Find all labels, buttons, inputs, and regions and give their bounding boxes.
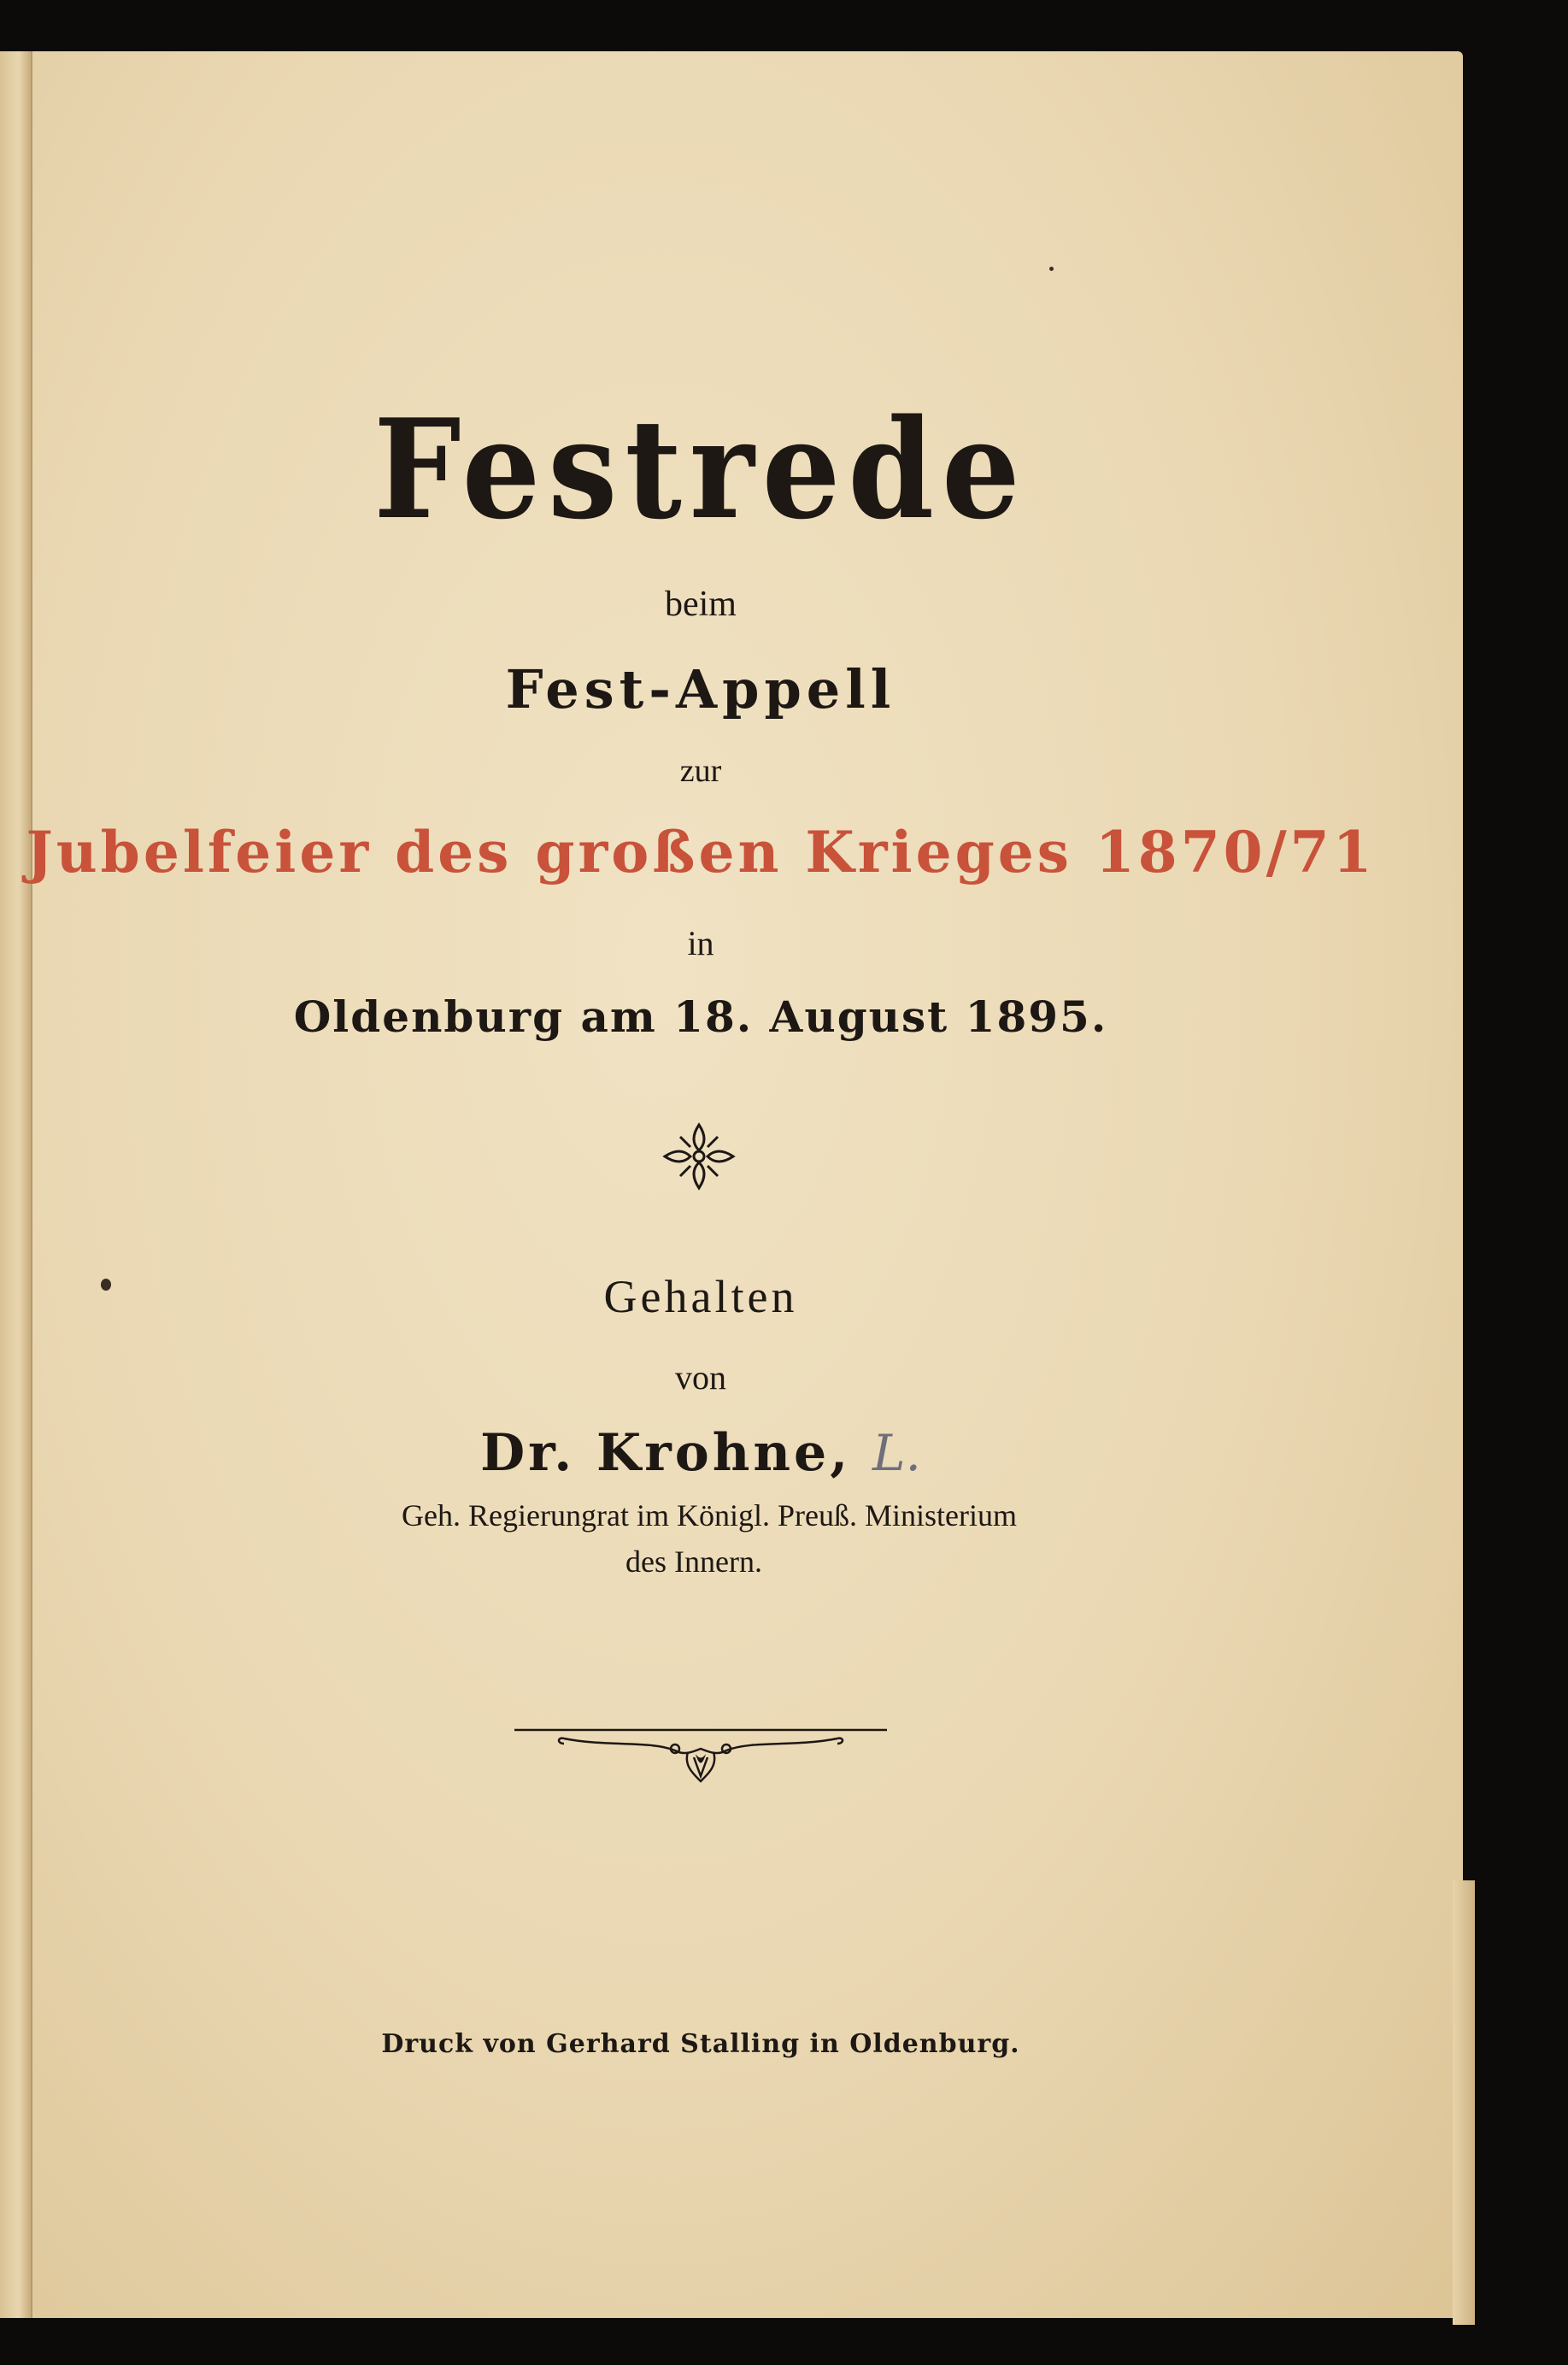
handwritten-initial: L. — [872, 1424, 921, 1482]
author-position: Geh. Regierungrat im Königl. Preuß. Ministerium — [402, 1498, 1017, 1533]
preposition-von: von — [675, 1358, 726, 1397]
delivered-label: Gehalten — [603, 1271, 798, 1322]
page-edge — [1453, 1880, 1475, 2325]
preposition-zur: zur — [679, 753, 722, 789]
place-and-date: Oldenburg am 18. August 1895. — [293, 991, 1108, 1042]
scroll-rule-icon — [513, 1718, 889, 1786]
author-printed-name: Dr. Krohne, — [480, 1423, 852, 1483]
event-name: Fest-Appell — [505, 658, 896, 721]
ink-spot — [1049, 267, 1054, 271]
printer-imprint: Druck von Gerhard Stalling in Oldenburg. — [381, 2029, 1020, 2059]
preposition-beim: beim — [665, 585, 737, 624]
author-position-continued: des Innern. — [625, 1544, 762, 1579]
facing-page-edge — [0, 51, 32, 2318]
preposition-in: in — [687, 924, 714, 962]
occasion-title: Jubelfeier des großen Krieges 1870/71 — [26, 819, 1376, 885]
page-title: Festrede — [373, 389, 1028, 550]
author-name — [0, 1423, 1401, 1483]
fleuron-cross-icon — [656, 1118, 742, 1195]
